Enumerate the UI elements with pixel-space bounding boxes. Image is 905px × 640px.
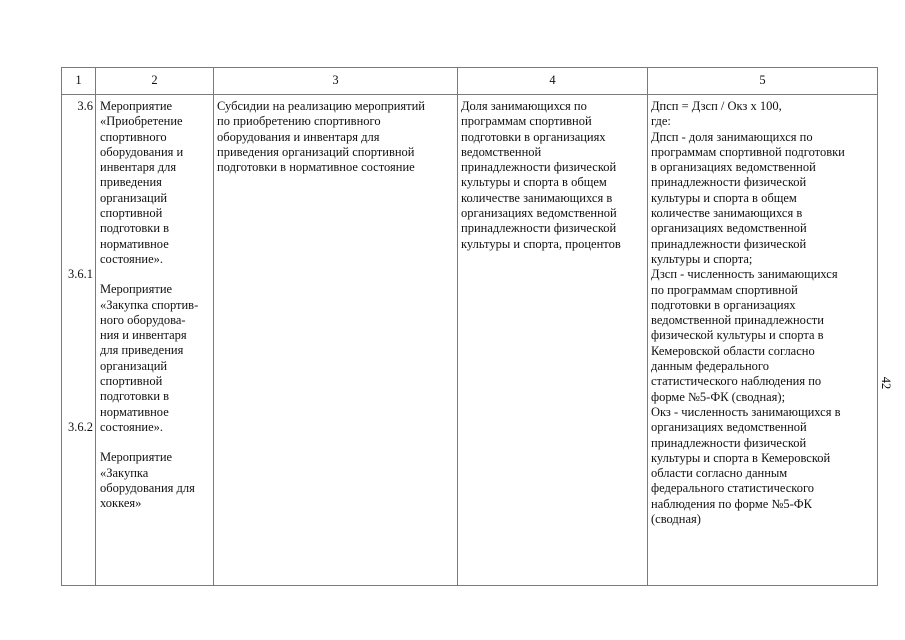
text-line: Мероприятие [100,450,173,465]
text-line: Субсидии на реализацию мероприятий [217,99,425,113]
item-number: 3.6 [77,99,93,113]
text-line: принадлежности физической [461,160,617,175]
text-line: по приобретению спортивного [217,114,381,129]
text-line: программам спортивной подготовки [651,144,845,159]
text-line: «Закупка спортив- [100,297,199,312]
events-cell [96,95,214,586]
header-row [62,68,878,95]
indicator-cell [458,95,648,586]
text-line: состояние». [100,419,164,434]
text-line: в организациях ведомственной [651,160,816,175]
text-line: инвентаря для [100,160,177,175]
text-line: состояние». [100,251,164,266]
text-line: нормативное [100,236,169,251]
text-line: Мероприятие [100,282,173,297]
text-line: спортивного [100,129,167,144]
column-header-2: 2 [96,68,214,95]
text-line: нормативное [100,404,169,419]
program-table [61,67,878,586]
text-line: количестве занимающихся в [651,206,803,221]
text-line: культуры и спорта в общем [461,175,607,190]
text-line: ведомственной принадлежности [651,313,824,328]
text-line: спортивной [100,374,163,389]
text-line: Дпсп - доля занимающихся по [651,129,813,144]
text-line: хоккея» [100,496,142,511]
text-line: где: [651,114,671,129]
text-line: количестве занимающихся в [461,190,613,205]
text-line: приведения [100,175,162,190]
text-line: приведения организаций спортивной [217,144,415,159]
text-line: подготовки в [100,389,170,404]
text-line: «Приобретение [100,114,183,129]
text-line: ного оборудова- [100,312,186,327]
column-header-1: 1 [62,68,96,95]
page-number: 42 [879,376,893,390]
text-line: области согласно данным [651,466,788,481]
text-line: форме №5-ФК (сводная); [651,389,786,404]
item-number: 3.6.2 [68,419,93,434]
text-line: Мероприятие [100,99,173,113]
text-line: физической культуры и спорта в [651,328,824,343]
text-line: для приведения [100,343,184,358]
text-line: принадлежности физической [651,435,807,450]
text-line: Дзсп - численность занимающихся [651,267,838,282]
text-line: организациях ведомственной [651,221,807,236]
table-row [62,95,878,586]
item-number: 3.6.1 [68,267,93,282]
text-line: наблюдения по форме №5-ФК [651,496,812,511]
text-line: оборудования и [100,144,184,159]
text-line: ведомственной [461,144,542,159]
text-line: Кемеровской области согласно [651,343,815,358]
text-line: организациях ведомственной [461,206,617,221]
text-line: «Закупка [100,465,149,480]
event-text [100,450,210,511]
text-line: подготовки в [100,221,170,236]
text-line: организациях ведомственной [651,420,807,435]
item-numbers-cell [62,95,96,586]
event-text [100,282,210,435]
formula-cell [648,95,878,586]
column-header-4: 4 [458,68,648,95]
text-line: программам спортивной [461,114,592,129]
text-line: (сводная) [651,512,701,527]
text-line: культуры и спорта, процентов [461,236,621,251]
text-line: культуры и спорта; [651,251,753,266]
text-line: Дпсп = Дзсп / Окз х 100, [651,99,782,113]
text-line: подготовки в организациях [651,297,796,312]
text-line: принадлежности физической [651,236,807,251]
text-line: Окз - численность занимающихся в [651,404,841,419]
text-line: оборудования и инвентаря для [217,129,380,144]
text-line: ния и инвентаря [100,328,187,343]
text-line: организаций [100,358,168,373]
text-line: принадлежности физической [461,221,617,236]
text-line: Доля занимающихся по [461,99,587,113]
text-line: принадлежности физической [651,175,807,190]
text-line: подготовки в нормативное состояние [217,160,415,175]
text-line: культуры и спорта в общем [651,190,797,205]
text-line: спортивной [100,206,163,221]
text-line: федерального статистического [651,481,815,496]
text-line: оборудования для [100,480,195,495]
column-header-5: 5 [648,68,878,95]
text-line: подготовки в организациях [461,129,606,144]
text-line: статистического наблюдения по [651,374,822,389]
funding-cell [214,95,458,586]
text-line: по программам спортивной [651,282,798,297]
column-header-3: 3 [214,68,458,95]
event-text [100,99,210,267]
text-line: организаций [100,190,168,205]
text-line: данным федерального [651,359,769,374]
text-line: культуры и спорта в Кемеровской [651,450,831,465]
